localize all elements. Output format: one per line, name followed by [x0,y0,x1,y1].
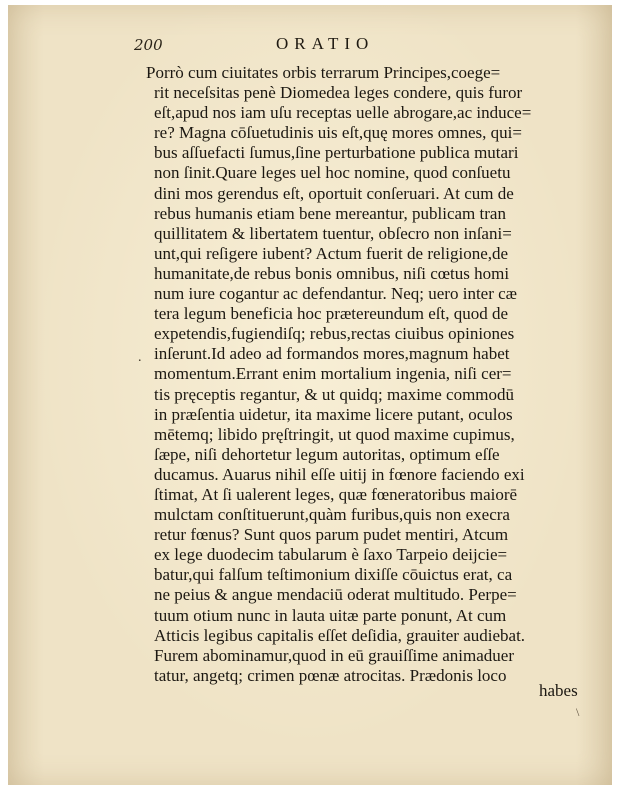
text-line: retur fœnus? Sunt quos parum pudet mentiri, Atcum [154,525,509,545]
page-number: 200 [134,36,163,54]
text-line: quillitatem & libertatem tuentur, obſecro non inſani= [154,223,512,243]
text-line: non ſinit.Quare leges uel hoc nomine, quod conſuetu [154,163,511,183]
text-line: tis pręceptis regantur, & ut quidq; maxime commodū [154,384,515,404]
text-line: in præſentia uidetur, ita maxime licere putant, oculos [154,404,513,424]
text-line: tuum otium nunc in lauta uitæ parte ponunt, At cum [154,605,507,625]
book-page [8,5,612,785]
text-line: re? Magna cōſuetudinis uis eſt,quę mores omnes, qui= [154,123,522,143]
text-line: unt,qui reſigere iubent? Actum fuerit de religione,de [154,243,509,263]
bottom-mark: \ [576,705,580,719]
text-line: ſæpe, niſi dehortetur legum autoritas, optimum eſſe [154,444,500,464]
text-line: bus aſſuefacti ſumus,ſine perturbatione publica mutari [154,143,519,163]
text-line: ne peius & angue mendaciū oderat multitudo. Perpe= [154,585,517,605]
text-line: dini mos gerendus eſt, oportuit conſeruari. At cum de [154,183,514,203]
text-line: eſt,apud nos iam uſu receptas uelle abrogare,ac induce= [154,103,532,123]
text-line: tera legum beneficia hoc prætereundum eſt, quod de [154,304,509,324]
text-line: humanitate,de rebus bonis omnibus, niſi cœtus homi [154,263,510,283]
text-line: rebus humanis etiam bene mereantur, publicam tran [154,203,506,223]
text-line: Porrò cum ciuitates orbis terrarum Principes,coege= [146,63,501,82]
text-line: Furem abominamur,quod in eū grauiſſime animaduer [154,645,515,665]
text-line: ex lege duodecim tabularum è ſaxo Tarpeio deijcie= [154,545,508,565]
text-line: num iure cogantur ac defendantur. Neq; uero inter cæ [154,284,518,304]
body-text [146,63,586,686]
text-line: ſtimat, At ſi ualerent leges, quæ fœneratoribus maiorē [154,484,518,504]
text-line: inſerunt.Id adeo ad formandos mores,magnum habet [154,344,510,364]
running-head: ORATIO [276,34,375,53]
margin-mark: . [138,350,142,365]
text-line: mētemq; libido pręſtringit, ut quod maxime cupimus, [154,424,515,444]
text-line: tatur, angetq; crimen pœnæ atrocitas. Prædonis loco [154,665,507,685]
text-line: ducamus. Auarus nihil eſſe uitij in fœnore faciendo exi [154,464,525,484]
text-line: momentum.Errant enim mortalium ingenia, niſi cer= [154,364,512,384]
text-line: Atticis legibus capitalis eſſet deſidia, grauiter audiebat. [154,625,526,645]
text-line: mulctam conſtituerunt,quàm furibus,quis non execra [154,505,510,525]
text-line: batur,qui falſum teſtimonium dixiſſe cōuictus erat, ca [154,565,513,585]
text-line: rit neceſsitas penè Diomedea leges condere, quis furor [154,83,523,103]
catchword: habes [539,681,578,700]
text-line: expetendis,fugiendiſq; rebus,rectas ciuibus opiniones [154,324,515,344]
